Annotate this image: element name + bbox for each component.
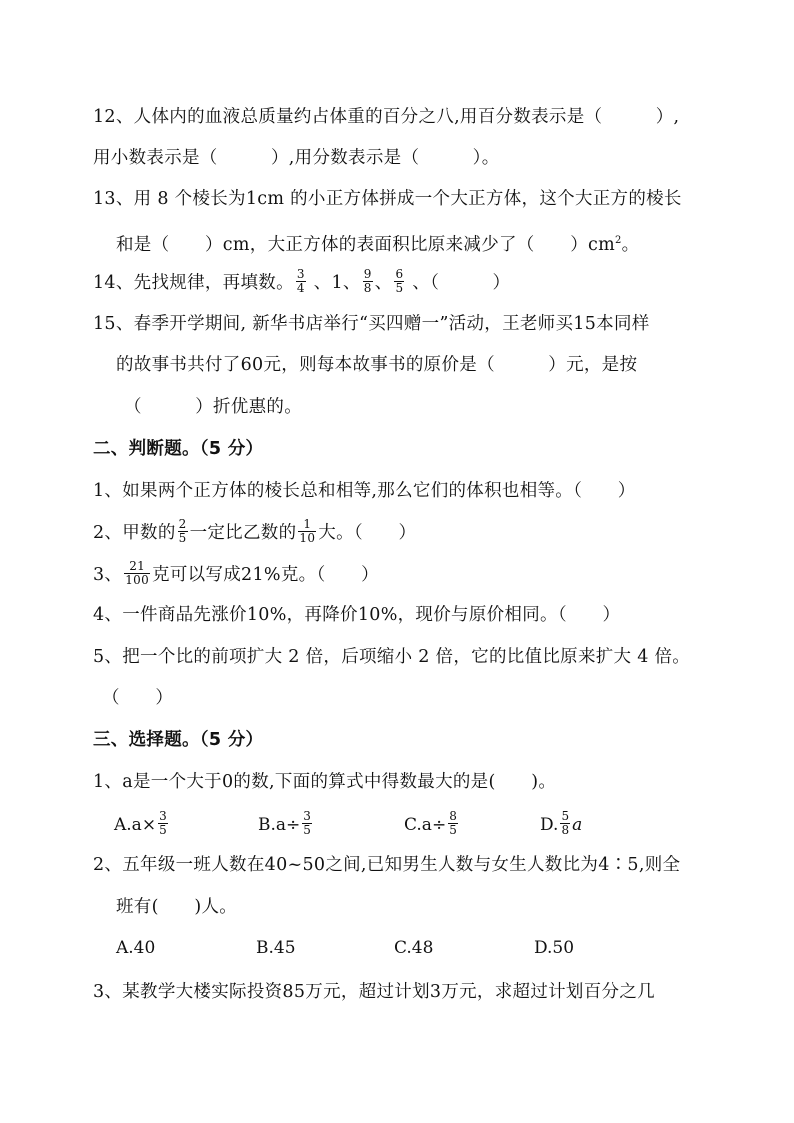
fraction-6-5	[394, 268, 404, 295]
section3-heading: 三、选择题。（5 分）	[93, 730, 264, 750]
q14-prefix: 14、先找规律，再填数。	[93, 273, 294, 293]
j3-text-a: 3、	[93, 565, 123, 585]
fraction-8-5	[448, 810, 458, 837]
fraction-numerator: 3	[296, 267, 305, 281]
fraction-9-8	[363, 268, 373, 295]
fraction-numerator: 21	[129, 559, 146, 573]
j2-text-b: 一定比乙数的	[189, 523, 297, 543]
fraction-numerator: 9	[363, 267, 372, 281]
section2-heading: 二、判断题。（5 分）	[93, 439, 264, 459]
choice-2-option-d: D.50	[534, 938, 575, 958]
fraction-5-8	[560, 810, 570, 837]
option-label: C.a÷	[404, 815, 447, 835]
fraction-numerator: 3	[159, 809, 167, 823]
j2-text-a: 2、甲数的	[93, 523, 176, 543]
q13-line2	[116, 229, 639, 257]
q12-line2: 用小数表示是（ ）,用分数表示是（ ）。	[93, 148, 500, 168]
q14-sep2: 、	[374, 273, 393, 293]
fraction-numerator: 5	[561, 809, 570, 823]
q15-line1: 15、春季开学期间, 新华书店举行“买四赠一”活动，王老师买15本同样	[93, 314, 650, 334]
fraction-3-5	[158, 810, 168, 837]
judge-item-1: 1、如果两个正方体的棱长总和相等,那么它们的体积也相等。（ ）	[93, 481, 636, 501]
q13-line2-text: 和是（ ）cm，大正方体的表面积比原来减少了（ ）cm	[116, 234, 615, 255]
fraction-3-4	[296, 268, 306, 295]
fraction-denominator: 5	[449, 823, 457, 837]
fraction-numerator: 1	[303, 517, 312, 531]
j3-text-b: 克可以写成21%克。（ ）	[152, 565, 379, 585]
fraction-denominator: 5	[178, 531, 187, 545]
fraction-numerator: 8	[449, 809, 457, 823]
choice-item-2-line2: 班有( )人。	[116, 897, 238, 917]
choice-item-3-line1: 3、某教学大楼实际投资85万元，超过计划3万元，求超过计划百分之几	[93, 982, 655, 1002]
fraction-denominator: 5	[303, 823, 311, 837]
choice-1-option-b	[258, 809, 314, 839]
fraction-denominator: 100	[125, 573, 150, 587]
fraction-2-5	[178, 518, 188, 545]
q15-line3: （ ）折优惠的。	[124, 397, 302, 417]
q15-line2: 的故事书共付了60元，则每本故事书的原价是（ ）元，是按	[116, 355, 638, 375]
option-variable: a	[572, 815, 583, 835]
judge-item-5-line1: 5、把一个比的前项扩大 2 倍，后项缩小 2 倍，它的比值比原来扩大 4 倍。	[93, 647, 691, 667]
choice-2-option-c: C.48	[394, 938, 434, 958]
j2-text-c: 大。（ ）	[318, 523, 417, 543]
q13-line2-end: 。	[621, 234, 640, 255]
choice-item-1-stem: 1、a是一个大于0的数,下面的算式中得数最大的是( )。	[93, 772, 557, 792]
fraction-denominator: 5	[395, 281, 404, 295]
fraction-numerator: 2	[178, 517, 187, 531]
option-label: A.a×	[114, 815, 157, 835]
choice-1-option-c	[404, 809, 460, 839]
judge-item-2	[93, 517, 417, 547]
fraction-denominator: 5	[159, 823, 167, 837]
q14-line	[93, 267, 511, 297]
option-label: D.	[540, 815, 559, 835]
choice-item-2-line1: 2、五年级一班人数在40~50之间,已知男生人数与女生人数比为4∶5,则全	[93, 855, 681, 875]
option-label: B.a÷	[258, 815, 301, 835]
judge-item-3	[93, 559, 379, 589]
fraction-denominator: 8	[363, 281, 372, 295]
q14-sep1: 、1、	[307, 273, 361, 293]
fraction-denominator: 8	[561, 823, 570, 837]
fraction-21-100	[124, 560, 150, 587]
q14-suffix: 、（ ）	[406, 273, 511, 293]
fraction-denominator: 10	[299, 531, 316, 545]
choice-2-option-a: A.40	[116, 938, 156, 958]
choice-1-option-a	[114, 809, 170, 839]
q13-superscript: 2	[615, 235, 622, 246]
q13-line1: 13、用 8 个棱长为1cm 的小正方体拼成一个大正方体，这个大正方的棱长	[93, 189, 682, 209]
judge-item-4: 4、一件商品先涨价10%，再降价10%，现价与原价相同。（ ）	[93, 605, 621, 625]
choice-2-option-b: B.45	[256, 938, 296, 958]
choice-1-option-d	[540, 809, 583, 839]
judge-item-5-line2: （ ）	[102, 688, 174, 708]
fraction-3-5	[302, 810, 312, 837]
fraction-denominator: 4	[296, 281, 305, 295]
fraction-1-10	[298, 518, 316, 545]
q12-line1: 12、人体内的血液总质量约占体重的百分之八,用百分数表示是（ ）,	[93, 107, 680, 127]
fraction-numerator: 3	[303, 809, 311, 823]
fraction-numerator: 6	[395, 267, 404, 281]
